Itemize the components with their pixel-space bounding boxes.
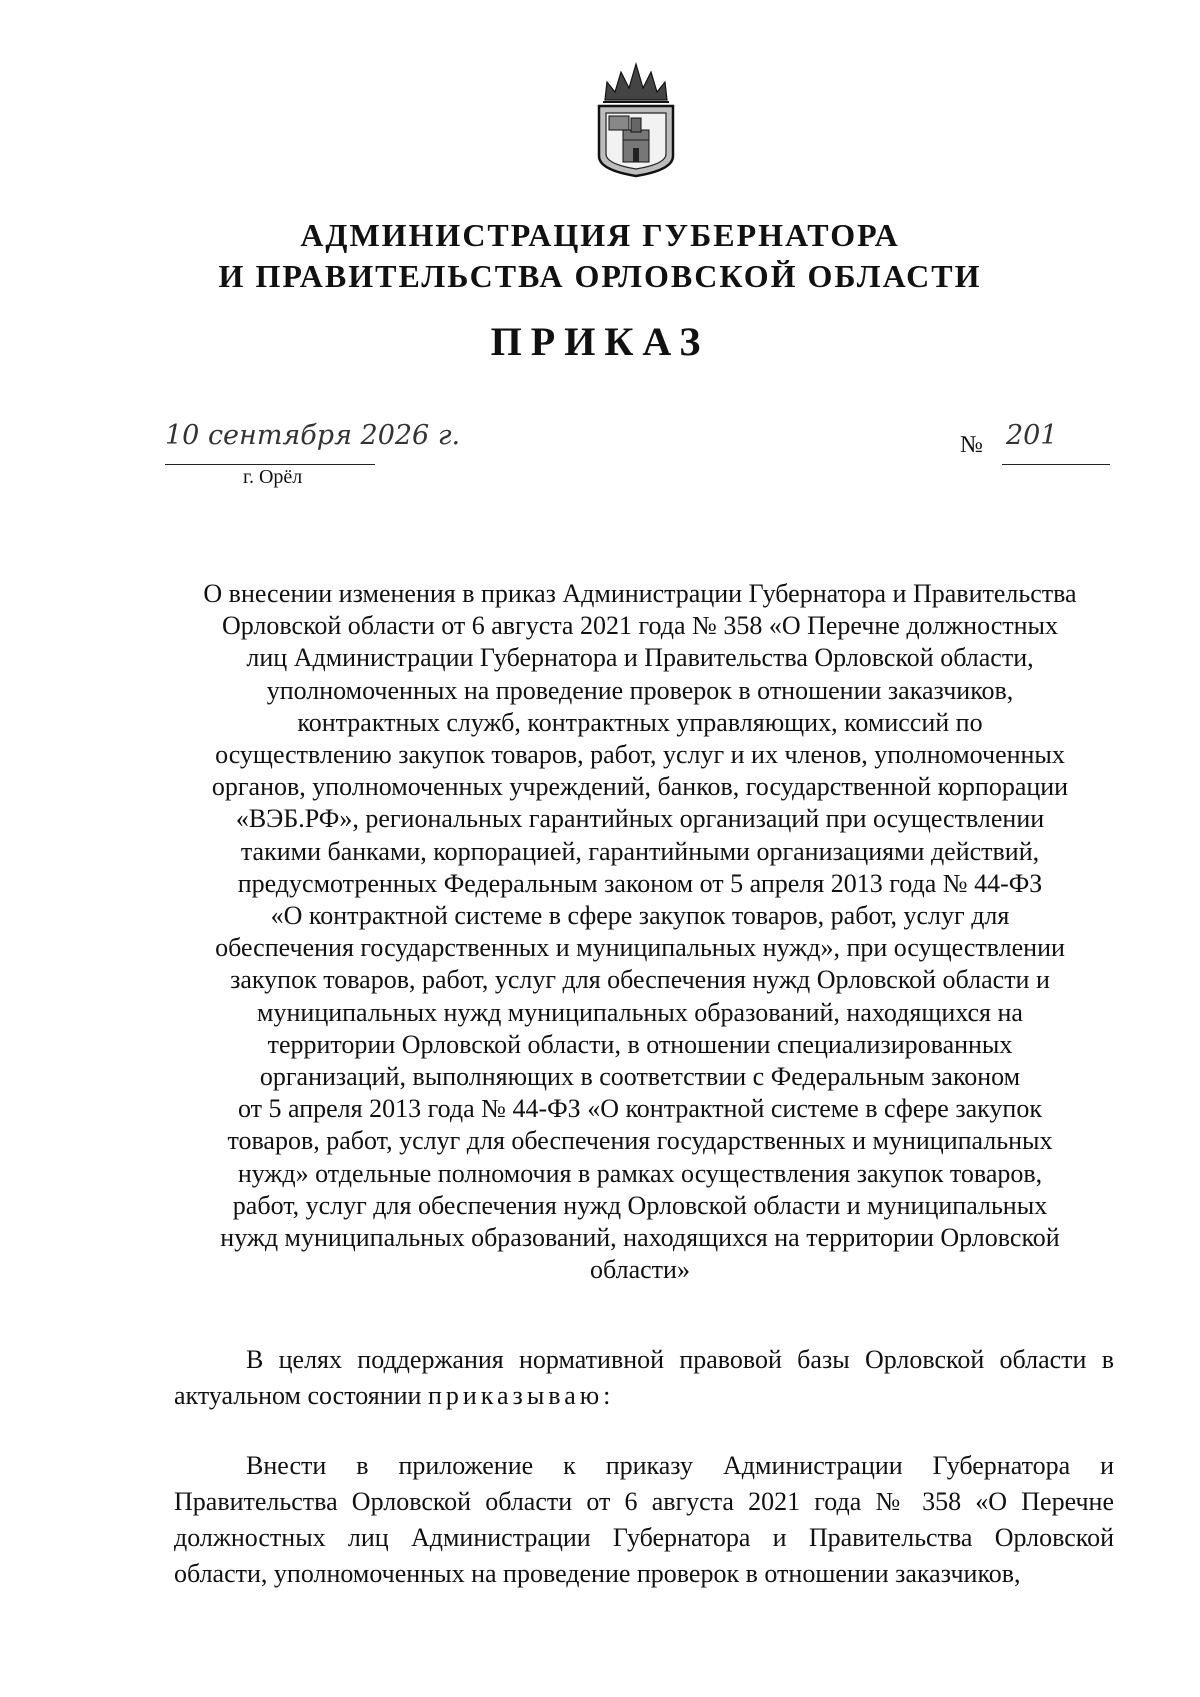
title-line: «О контрактной системе в сфере закупок товаров, работ, услуг для — [270, 901, 1010, 931]
number-block — [960, 420, 1110, 470]
title-line: нужд муниципальных образований, находящихся на территории Орловской — [220, 1223, 1060, 1253]
handwritten-date: 10 сентября 2026 г. — [165, 420, 461, 451]
handwritten-number: 201 — [1006, 420, 1058, 451]
authority-line-1: АДМИНИСТРАЦИЯ ГУБЕРНАТОРА — [300, 217, 900, 253]
title-line: предусмотренных Федеральным законом от 5 апреля 2013 года № 44-ФЗ — [237, 868, 1043, 898]
title-line: закупок товаров, работ, услуг для обеспечения нужд Орловской области и — [230, 965, 1050, 995]
date-underline — [165, 464, 375, 465]
title-line: Орловской области от 6 августа 2021 года № 358 «О Перечне должностных — [222, 611, 1058, 641]
coat-of-arms-icon — [593, 60, 679, 178]
number-underline — [1002, 464, 1110, 465]
title-line: от 5 апреля 2013 года № 44-ФЗ «О контрактной системе в сфере закупок — [238, 1094, 1042, 1124]
title-line: контрактных служб, контрактных управляющих, комиссий по — [297, 707, 983, 737]
title-line: органов, уполномоченных учреждений, банков, государственной корпорации — [211, 772, 1069, 802]
title-line: уполномоченных на проведение проверок в отношении заказчиков, — [266, 675, 1014, 705]
title-line: области» — [590, 1255, 690, 1285]
document-title — [160, 578, 1120, 1286]
preamble-paragraph — [174, 1342, 1114, 1414]
date-block — [165, 420, 461, 488]
title-line: лиц Администрации Губернатора и Правительства Орловской области, — [246, 643, 1034, 673]
title-line: муниципальных нужд муниципальных образований, находящихся на — [257, 997, 1023, 1027]
title-line: территории Орловской области, в отношении специализированных — [267, 1029, 1013, 1059]
title-line: работ, услуг для обеспечения нужд Орловской области и муниципальных — [232, 1190, 1048, 1220]
title-line: такими банками, корпорацией, гарантийными организациями действий, — [240, 836, 1040, 866]
title-line: организаций, выполняющих в соответствии с Федеральным законом — [259, 1062, 1021, 1092]
title-line: О внесении изменения в приказ Администрации Губернатора и Правительства — [203, 579, 1077, 608]
title-line: обеспечения государственных и муниципальных нужд», при осуществлении — [215, 933, 1065, 963]
title-line: осуществлению закупок товаров, работ, услуг и их членов, уполномоченных — [215, 740, 1065, 770]
title-line: нужд» отдельные полномочия в рамках осуществления закупок товаров, — [237, 1158, 1043, 1188]
document-type: ПРИКАЗ — [490, 319, 710, 364]
city-label: г. Орёл — [243, 466, 303, 488]
title-line: «ВЭБ.РФ», региональных гарантийных организаций при осуществлении — [235, 804, 1045, 834]
title-line: товаров, работ, услуг для обеспечения государственных и муниципальных — [227, 1126, 1053, 1156]
authority-line-2: И ПРАВИТЕЛЬСТВА ОРЛОВСКОЙ ОБЛАСТИ — [218, 258, 982, 294]
issuing-authority — [0, 215, 1200, 297]
operative-paragraph: Внести в приложение к приказу Администрации Губернатора и Правительства Орловской области от 6 августа 2021 года № 358 «О Перечне должностных лиц Администрации Губернатора и Правительства Орловской области, уполномоченных на проведение проверок в отношении заказчиков, — [174, 1451, 1114, 1588]
operative-verb: приказываю: — [427, 1381, 615, 1410]
preamble-text: В целях поддержания нормативной правовой базы Орловской области в актуальном состоянии — [174, 1345, 1114, 1410]
number-sign: № — [960, 432, 983, 458]
